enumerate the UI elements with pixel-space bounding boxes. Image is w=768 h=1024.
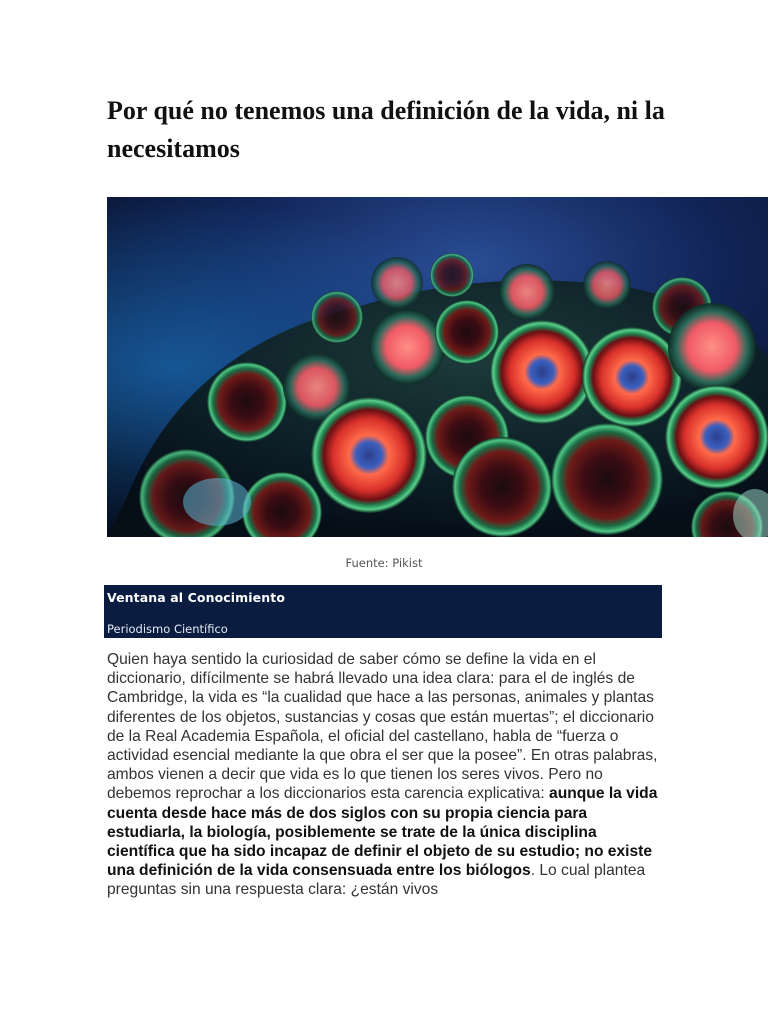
body-highlight: aunque la vida cuenta desde hace más de dos siglos con su propia ciencia para estudiarla, la biología, posiblemente se trate de la única disciplina científica que ha sido incapaz de definir el objeto de su estudio; no existe una definición de la vida consensuada entre los biólogos: [107, 785, 658, 880]
section-banner: [104, 585, 662, 638]
banner-subtitle: Periodismo Científico: [107, 622, 228, 636]
coral-photo: [107, 197, 768, 537]
article-body: [107, 650, 663, 900]
body-intro: Quien haya sentido la curiosidad de saber cómo se define la vida en el diccionario, difícilmente se habrá llevado una idea clara: para el de inglés de Cambridge, la vida es “la cualidad que hace a las personas, animales y plantas diferentes de los objetos, sustancias y cosas que están muertas”; el diccionario de la Real Academia Española, el oficial del castellano, habla de “fuerza o actividad esencial mediante la que obra el ser que la posee”. En otras palabras, ambos vienen a decir que vida es lo que tienen los seres vivos. Pero no debemos reprochar a los diccionarios esta carencia explicativa:: [107, 651, 658, 803]
banner-title: Ventana al Conocimiento: [107, 590, 286, 605]
body-continuation: . Lo cual plantea preguntas sin una respuesta clara: ¿están vivos: [107, 862, 646, 899]
page-title: Por qué no tenemos una definición de la vida, ni la necesitamos: [107, 96, 665, 163]
image-caption: Fuente: Pikist: [345, 556, 423, 570]
